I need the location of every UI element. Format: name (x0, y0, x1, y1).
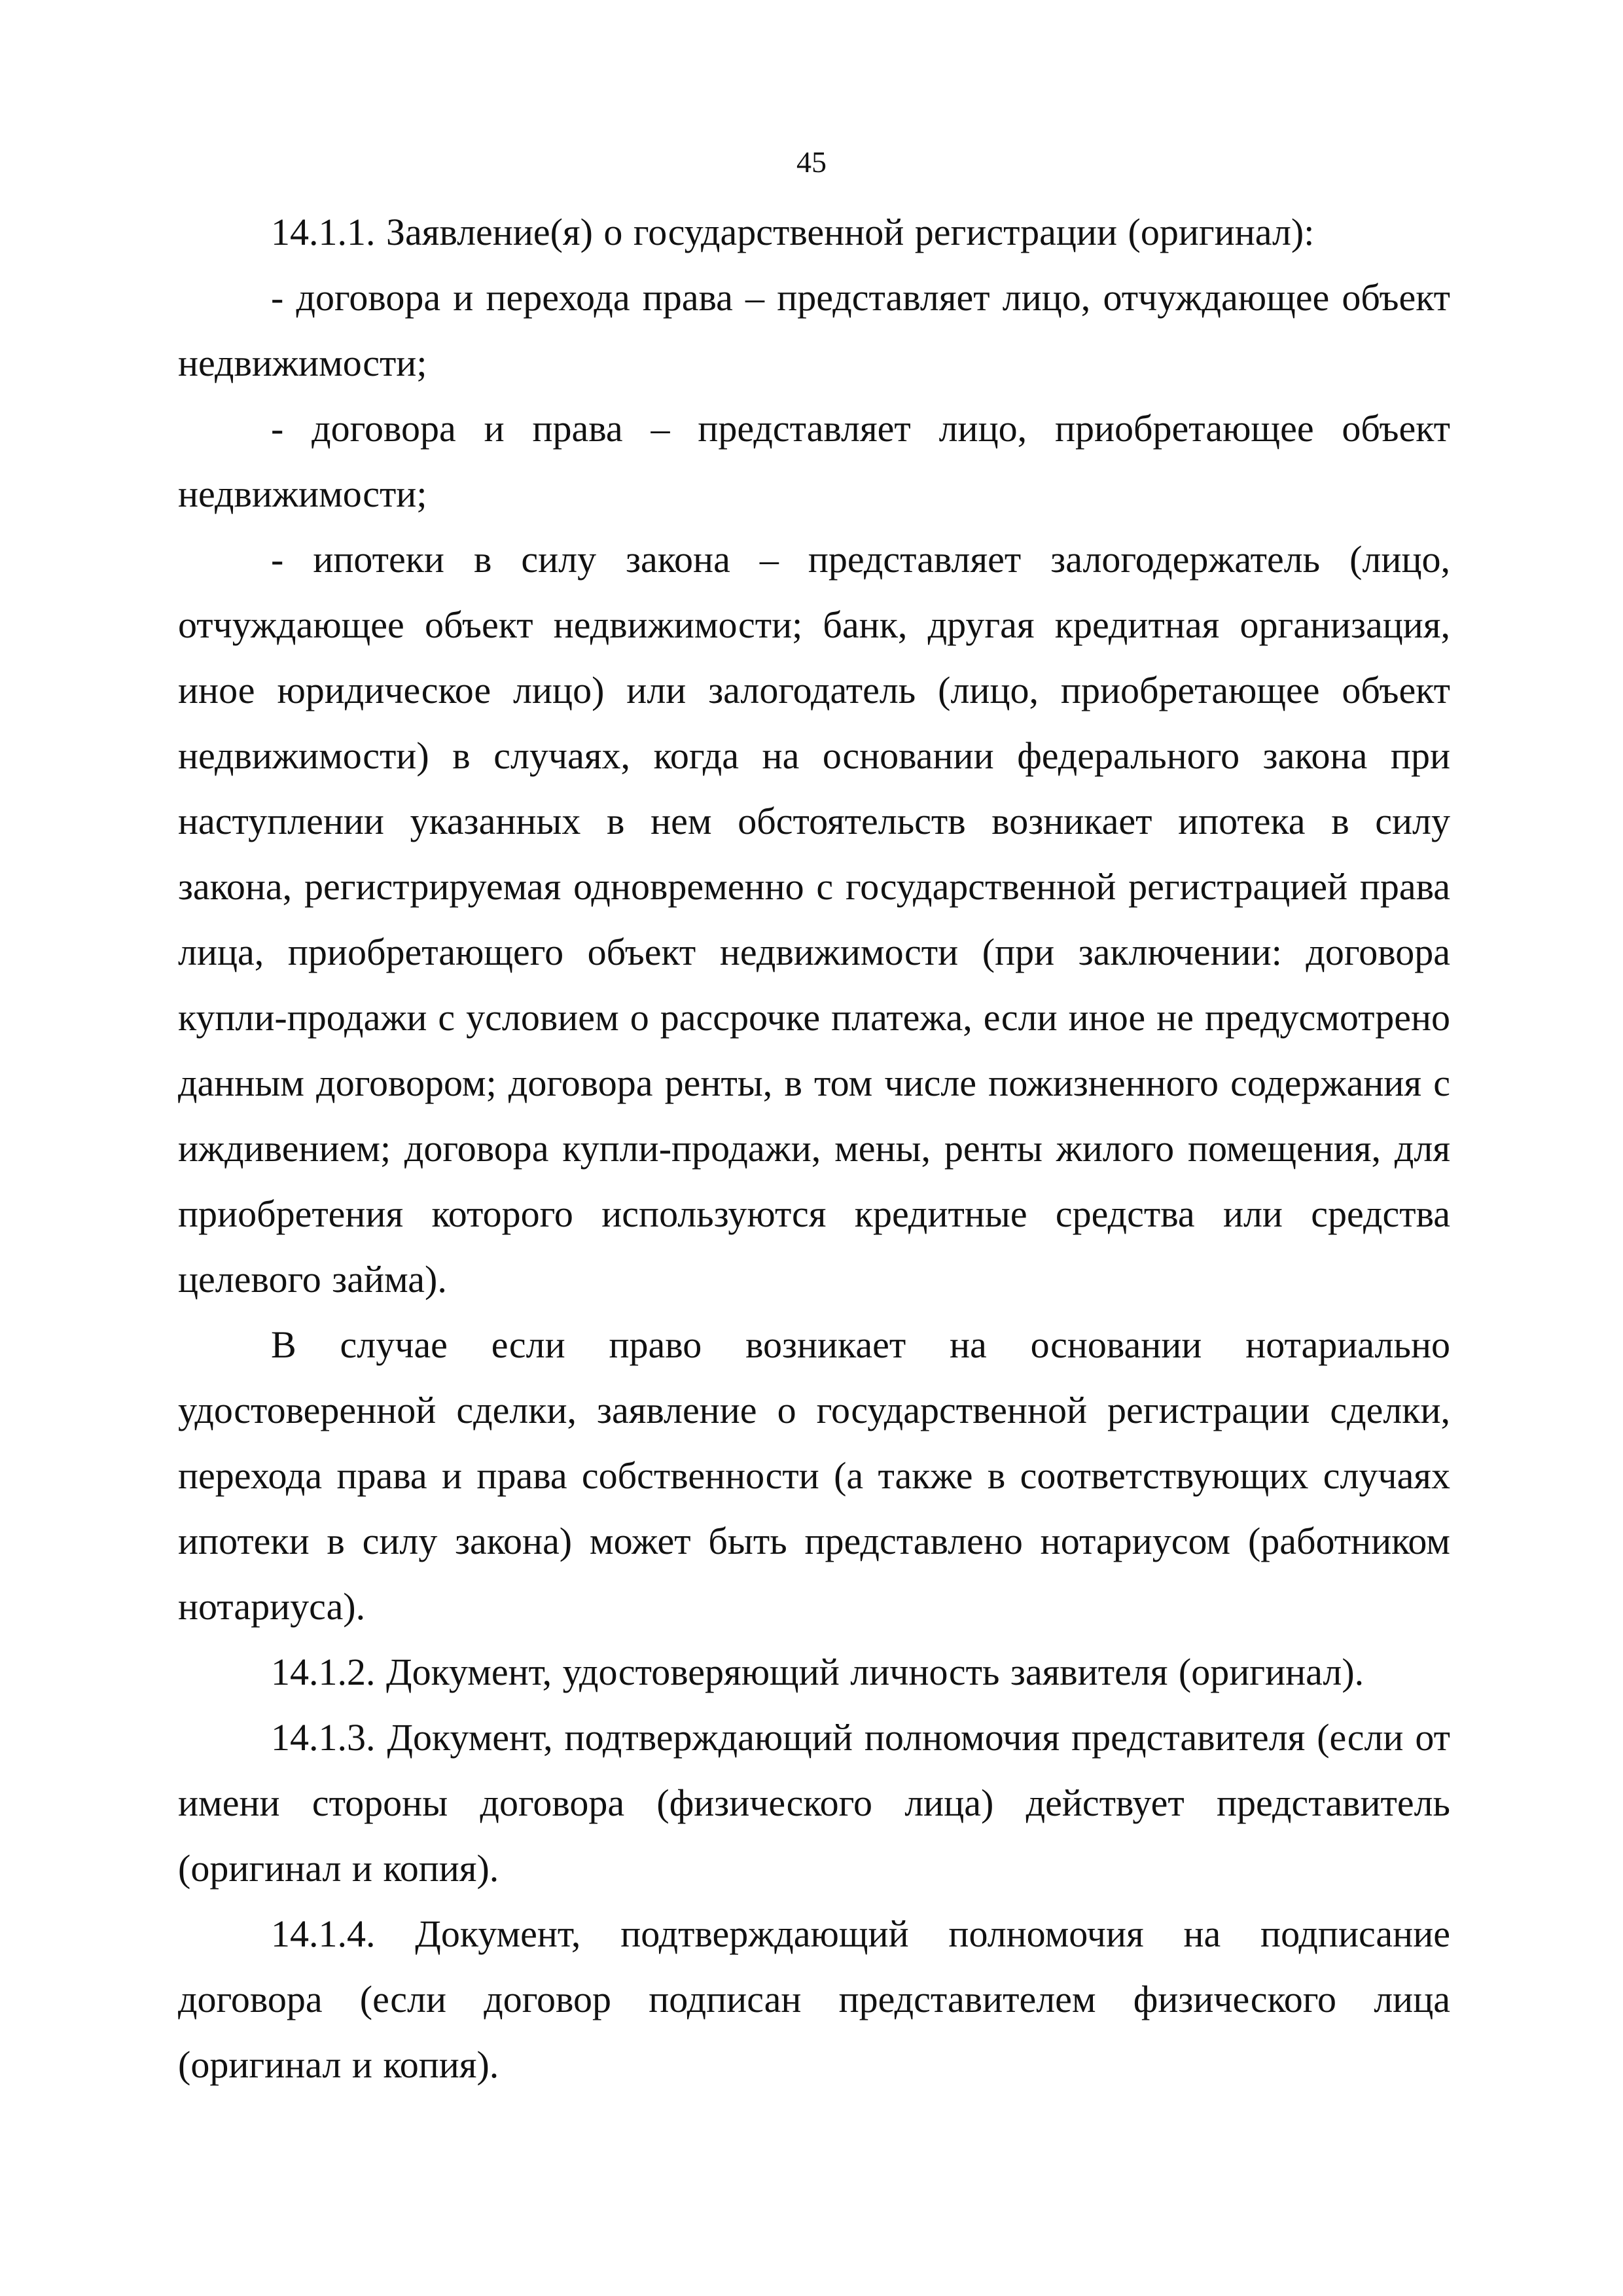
page-body (178, 200, 1450, 2098)
paragraph-mortgage-by-law: - ипотеки в силу закона – представляет залогодержатель (лицо, отчуждающее объект недвижимости; банк, другая кредитная организация, иное юридическое лицо) или залогодатель (лицо, приобретающее объект недвижимости) в случаях, когда на основании федерального закона при наступлении указанных в нем обстоятельств возникает ипотека в силу закона, регистрируемая одновременно с государственной регистрацией права лица, приобретающего объект недвижимости (при заключении: договора купли-продажи с условием о рассрочке платежа, если иное не предусмотрено данным договором; договора ренты, в том числе пожизненного содержания с иждивением; договора купли-продажи, мены, ренты жилого помещения, для приобретения которого используются кредитные средства или средства целевого займа). (178, 538, 1450, 1300)
paragraph-14-1-1: 14.1.1. Заявление(я) о государственной регистрации (оригинал): (271, 211, 1315, 253)
paragraph-14-1-4: 14.1.4. Документ, подтверждающий полномочия на подписание договора (если договор подписан представителем физического лица (оригинал и копия). (178, 1912, 1450, 2086)
paragraph-14-1-2: 14.1.2. Документ, удостоверяющий личность заявителя (оригинал). (271, 1651, 1364, 1693)
paragraph-contract-right: - договора и права – представляет лицо, приобретающее объект недвижимости; (178, 407, 1450, 515)
paragraph-14-1-3: 14.1.3. Документ, подтверждающий полномочия представителя (если от имени стороны договора (физического лица) действует представитель (оригинал и копия). (178, 1716, 1450, 1890)
paragraph-notarial-deal: В случае если право возникает на основании нотариально удостоверенной сделки, заявление о государственной регистрации сделки, перехода права и права собственности (а также в соответствующих случаях ипотеки в силу закона) может быть представлено нотариусом (работником нотариуса). (178, 1323, 1450, 1628)
page-number: 45 (796, 145, 827, 179)
paragraph-contract-transfer: - договора и перехода права – представляет лицо, отчуждающее объект недвижимости; (178, 276, 1450, 384)
